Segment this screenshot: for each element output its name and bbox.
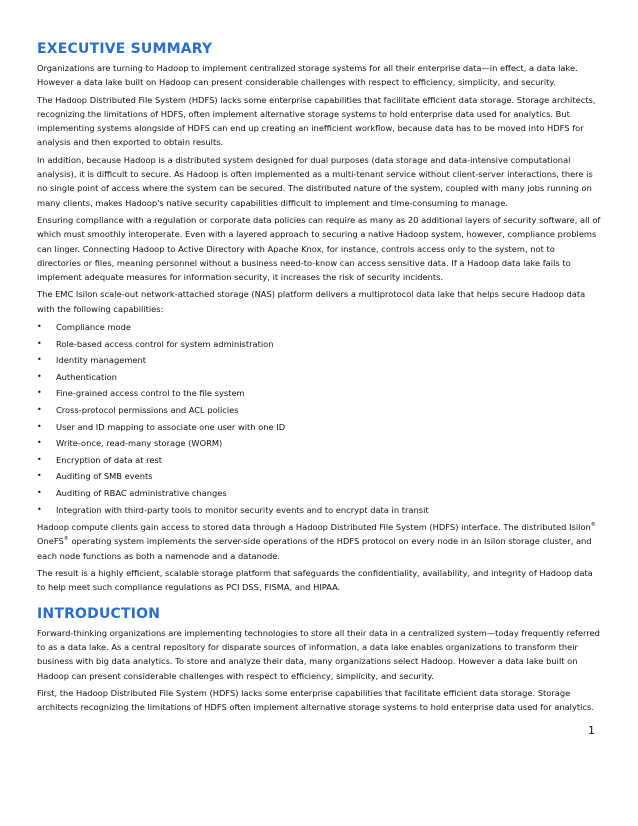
executive-summary-heading: EXECUTIVE SUMMARY — [37, 41, 213, 57]
list-item-text: Encryption of data at rest — [56, 454, 163, 465]
list-item — [37, 419, 601, 436]
introduction-heading: INTRODUCTION — [37, 605, 161, 622]
list-item — [37, 402, 601, 419]
bullet-icon: • — [37, 405, 42, 415]
bullet-icon: • — [37, 471, 42, 481]
list-item-text: Identity management — [56, 355, 147, 366]
bullet-icon: • — [37, 454, 42, 464]
bullet-icon: • — [37, 388, 42, 398]
exec-paragraph-5: The EMC Isilon scale-out network-attached storage (NAS) platform delivers a multiprotocol data lake that helps secure Hadoop data with the following capabilities: — [37, 289, 586, 314]
exec-paragraph-3: In addition, because Hadoop is a distributed system designed for dual purposes (data storage and data-intensive computational analysis), it is difficult to secure. As Hadoop is often implemented as a multi-tenant service without client-server interactions, there is no single point of access where the system can be secured. The distributed nature of the system, coupled with many jobs running on many clients, makes Hadoop's native security capabilities difficult to implement and time-consuming to manage. — [37, 154, 593, 208]
page-number: 1 — [588, 724, 595, 737]
exec-paragraph-4: Ensuring compliance with a regulation or corporate data policies can require as many as 20 additional layers of security software, all of which must smoothly interoperate. Even with a layered approach to securing a native Hadoop system, however, compliance problems can linger. Connecting Hadoop to Active Directory with Apache Knox, for instance, controls access only to the system, not to directories or files, meaning personnel without a business need-to-know can access sensitive data. If a Hadoop data lake fails to implement adequate measures for information security, it increases the risk of security incidents. — [37, 214, 601, 283]
onefs-name: OneFS — [37, 536, 64, 547]
list-item-text: Auditing of SMB events — [56, 471, 153, 482]
isilon-line-2: operating system implements the server-side operations of the HDFS protocol on every node in an Isilon storage cluster, and each node functions as both a namenode and a datanode. — [37, 536, 592, 561]
bullet-icon: • — [37, 371, 42, 381]
list-item-text: Authentication — [56, 371, 117, 382]
list-item-text: Integration with third-party tools to monitor security events and to encrypt data in transit — [56, 504, 429, 515]
list-item-text: Fine-grained access control to the file system — [56, 388, 245, 399]
list-item-text: Role-based access control for system administration — [56, 338, 274, 349]
exec-paragraph-2: The Hadoop Distributed File System (HDFS) lacks some enterprise capabilities that facilitate efficient data storage. Storage architects, recognizing the limitations of HDFS, often implement alternative storage systems to hold enterprise data used for analytics. But implementing systems alongside of HDFS can end up creating an inefficient workflow, because data has to be moved into HDFS for analysis and then exported to obtain results. — [37, 94, 596, 148]
bullet-icon: • — [37, 355, 42, 365]
list-item-text: Auditing of RBAC administrative changes — [56, 487, 227, 498]
bullet-icon: • — [37, 504, 42, 514]
list-item-text: Write-once, read-many storage (WORM) — [56, 438, 223, 449]
capabilities-list — [37, 319, 601, 518]
list-item — [37, 352, 601, 369]
bullet-icon: • — [37, 421, 42, 431]
intro-paragraph-2: First, the Hadoop Distributed File System (HDFS) lacks some enterprise capabilities that facilitate efficient data storage. Storage architects recognizing the limitations of HDFS often implement alternative storage systems to hold enterprise data used for analytics. — [37, 687, 594, 713]
registered-mark: ® — [590, 522, 596, 529]
isilon-name: Isilon — [569, 522, 591, 533]
exec-closing-paragraph: The result is a highly efficient, scalable storage platform that safeguards the confidentiality, availability, and integrity of Hadoop data to help meet such compliance regulations as PCI DSS, FISMA, and HIPAA. — [37, 568, 593, 593]
list-item-text: Compliance mode — [56, 322, 132, 333]
bullet-icon: • — [37, 338, 42, 348]
isilon-line-1: Hadoop compute clients gain access to stored data through a Hadoop Distributed File System (HDFS) interface. The distributed — [37, 522, 567, 533]
document-page — [37, 40, 601, 717]
bullet-icon: • — [37, 487, 42, 497]
list-item — [37, 502, 601, 519]
list-item — [37, 468, 601, 485]
list-item — [37, 369, 601, 386]
list-item — [37, 336, 601, 353]
list-item — [37, 435, 601, 452]
exec-paragraph-1: Organizations are turning to Hadoop to implement centralized storage systems for all their enterprise data—in effect, a data lake. However a data lake built on Hadoop can present considerable challenges with respect to efficiency, simplicity, and security. — [37, 63, 578, 88]
list-item-text: User and ID mapping to associate one user with one ID — [56, 421, 286, 432]
list-item — [37, 485, 601, 502]
bullet-icon: • — [37, 438, 42, 448]
list-item — [37, 452, 601, 469]
list-item — [37, 385, 601, 402]
list-item — [37, 319, 601, 336]
isilon-paragraph — [37, 520, 601, 563]
intro-paragraph-1: Forward-thinking organizations are implementing technologies to store all their data in a centralized system—today frequently referred to as a data lake. As a central repository for disparate sources of information, a data lake enables organizations to transform their business with big data analytics. To store and analyze their data, many organizations select Hadoop. However a data lake built on Hadoop can present considerable challenges with respect to efficiency, simplicity, and security. — [37, 627, 600, 681]
list-item-text: Cross-protocol permissions and ACL policies — [56, 405, 239, 416]
bullet-icon: • — [37, 322, 42, 332]
registered-mark: ® — [63, 536, 69, 543]
